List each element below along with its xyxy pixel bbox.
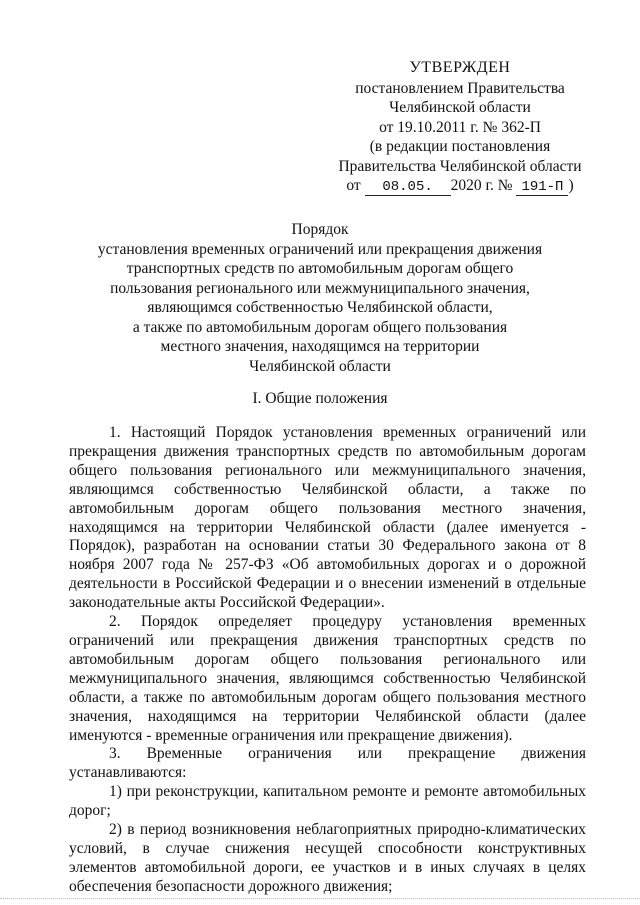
title-line-8: Челябинской области [249,357,391,375]
scan-edge-divider [0,898,640,901]
approval-close-paren: ) [568,177,574,194]
paragraph: 1) при реконструкции, капитальном ремонте и ремонте автомобильных дорог; [69,783,586,820]
title-line-5: являющимся собственностью Челябинской области, [147,299,493,316]
approval-stamp [330,58,590,196]
paragraph: 2. Порядок определяет процедуру установления временных ограничений или прекращения движения транспортных средств по автомобильным дорогам общего пользования регионального или межмуниципального значения, являющимся собственностью Челябинской области, а также по автомобильным дорогам общего пользования местного значения, находящимся на территории Челябинской области (далее именуются - временные ограничения или прекращение движения). [69,613,586,744]
title-line-7: местного значения, находящимся на территории [160,338,480,355]
approval-date-prefix: от [346,177,361,194]
approval-number-field: 191-П [516,180,568,196]
paragraph: 1. Настоящий Порядок установления временных ограничений или прекращения движения транспортных средств по автомобильным дорогам общего пользования регионального или межмуниципального значения, являющимся собственностью Челябинской области, а также по автомобильным дорогам общего пользования местного значения, находящимся на территории Челябинской области (далее именуется - Порядок), разработан на основании статьи 30 Федерального закона от 8 ноября 2007 года № 257-ФЗ «Об автомобильных дорогах и о дорожной деятельности в Российской Федерации и о внесении изменений в отдельные законодательные акты Российской Федерации». [69,424,586,612]
approval-line-5: Правительства Челябинской области [338,157,582,175]
title-line-3: транспортных средств по автомобильным дорогам общего [126,260,514,277]
title-line-6: а также по автомобильным дорогам общего пользования [132,318,508,336]
approval-year-text: 2020 г. № [450,177,513,194]
document-body [69,424,586,897]
document-title [60,220,580,376]
paragraph: 2) в период возникновения неблагоприятных природно-климатических условий, в случае снижения несущей способности конструктивных элементов автомобильной дороги, ее участков и в иных случаях в целях обеспечения безопасности дорожного движения; [69,821,586,895]
approval-line-3: от 19.10.2011 г. № 362-П [379,118,541,136]
title-line-2: установления временных ограничений или прекращения движения [97,240,543,258]
approval-line-2: Челябинской области [389,99,531,116]
title-line-4: пользования регионального или межмуниципального значения, [110,279,530,297]
approval-line-1: постановлением Правительства [355,79,565,97]
approval-line-4: (в редакции постановления [369,138,551,155]
approval-date-line [330,176,590,196]
approval-date-field: 08.05. [365,180,451,196]
section-heading: I. Общие положения [252,390,388,407]
paragraph: 3. Временные ограничения или прекращение движения устанавливаются: [69,745,586,782]
title-line-1: Порядок [291,221,349,238]
approval-heading: УТВЕРЖДЕН [409,59,511,76]
